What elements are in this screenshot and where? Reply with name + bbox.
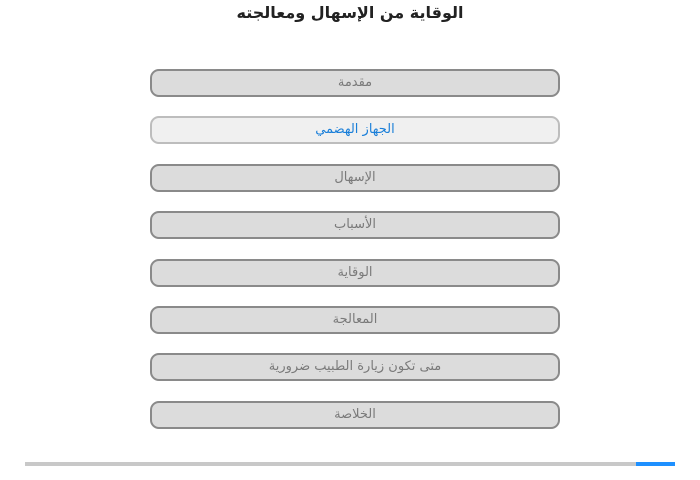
progress-bar-fill xyxy=(636,462,675,466)
menu-item-prevention[interactable]: الوقاية xyxy=(150,259,560,287)
page-title: الوقاية من الإسهال ومعالجته xyxy=(236,3,464,22)
menu-item-digestive-system[interactable]: الجهاز الهضمي xyxy=(150,116,560,144)
chapter-menu xyxy=(150,69,560,448)
menu-item-causes[interactable]: الأسباب xyxy=(150,211,560,239)
menu-item-when-to-see-doctor[interactable]: متى تكون زيارة الطبيب ضرورية xyxy=(150,353,560,381)
menu-item-treatment[interactable]: المعالجة xyxy=(150,306,560,334)
progress-bar xyxy=(25,462,675,466)
menu-item-introduction[interactable]: مقدمة xyxy=(150,69,560,97)
menu-item-summary[interactable]: الخلاصة xyxy=(150,401,560,429)
menu-item-diarrhea[interactable]: الإسهال xyxy=(150,164,560,192)
